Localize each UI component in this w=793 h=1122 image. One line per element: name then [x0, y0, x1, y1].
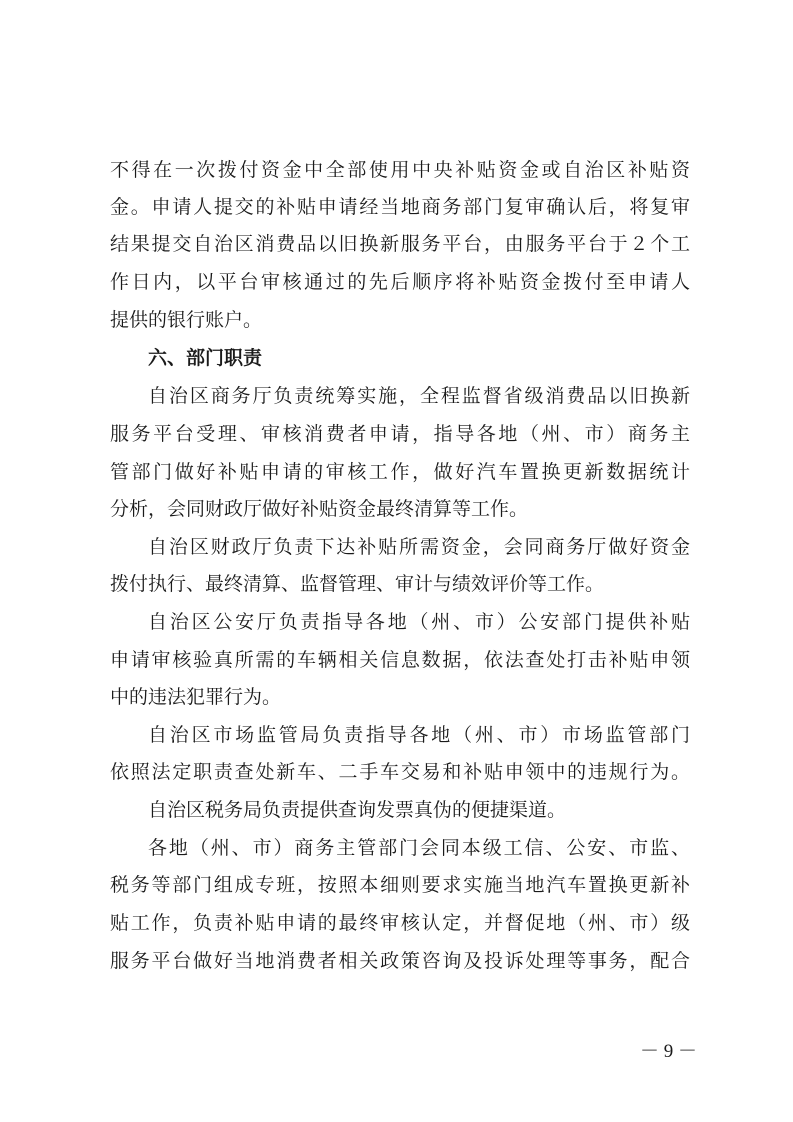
paragraph-first-line: 各地（州、市）商务主管部门会同本级工信、公安、市监、 — [148, 837, 690, 859]
body-line: 分析，会同财政厅做好补贴资金最终清算等工作。 — [110, 498, 529, 520]
body-line: 金。申请人提交的补贴申请经当地商务部门复审确认后，将复审 — [110, 196, 690, 218]
paragraph-first-line: 自治区市场监管局负责指导各地（州、市）市场监管部门 — [148, 724, 690, 746]
paragraph-first-line: 自治区税务局负责提供查询发票真伪的便捷渠道。 — [148, 799, 567, 821]
body-line: 中的违法犯罪行为。 — [110, 686, 282, 708]
body-line: 贴工作，负责补贴申请的最终审核认定，并督促地（州、市）级 — [110, 912, 690, 934]
section-heading: 六、部门职责 — [148, 347, 263, 369]
body-line: 提供的银行账户。 — [110, 309, 263, 331]
paragraph-first-line: 自治区商务厅负责统筹实施，全程监督省级消费品以旧换新 — [148, 385, 690, 407]
body-line: 管部门做好补贴申请的审核工作，做好汽车置换更新数据统计 — [110, 461, 690, 483]
body-line: 拨付执行、最终清算、监督管理、审计与绩效评价等工作。 — [110, 573, 605, 595]
body-line: 服务平台受理、审核消费者申请，指导各地（州、市）商务主 — [110, 423, 690, 445]
body-line: 依照法定职责查处新车、二手车交易和补贴申领中的违规行为。 — [110, 761, 690, 783]
page-number: － 9 － — [640, 1041, 698, 1062]
body-line: 服务平台做好当地消费者相关政策咨询及投诉处理等事务，配合 — [110, 950, 690, 972]
body-line: 申请审核验真所需的车辆相关信息数据，依法查处打击补贴申领 — [110, 649, 690, 671]
paragraph-first-line: 自治区公安厅负责指导各地（州、市）公安部门提供补贴 — [148, 611, 690, 633]
paragraph-first-line: 自治区财政厅负责下达补贴所需资金，会同商务厅做好资金 — [148, 536, 690, 558]
body-line: 结果提交自治区消费品以旧换新服务平台，由服务平台于２个工 — [110, 233, 690, 255]
body-line: 作日内，以平台审核通过的先后顺序将补贴资金拨付至申请人 — [110, 271, 690, 293]
body-line: 税务等部门组成专班，按照本细则要求实施当地汽车置换更新补 — [110, 874, 690, 896]
body-line: 不得在一次拨付资金中全部使用中央补贴资金或自治区补贴资 — [110, 159, 690, 181]
